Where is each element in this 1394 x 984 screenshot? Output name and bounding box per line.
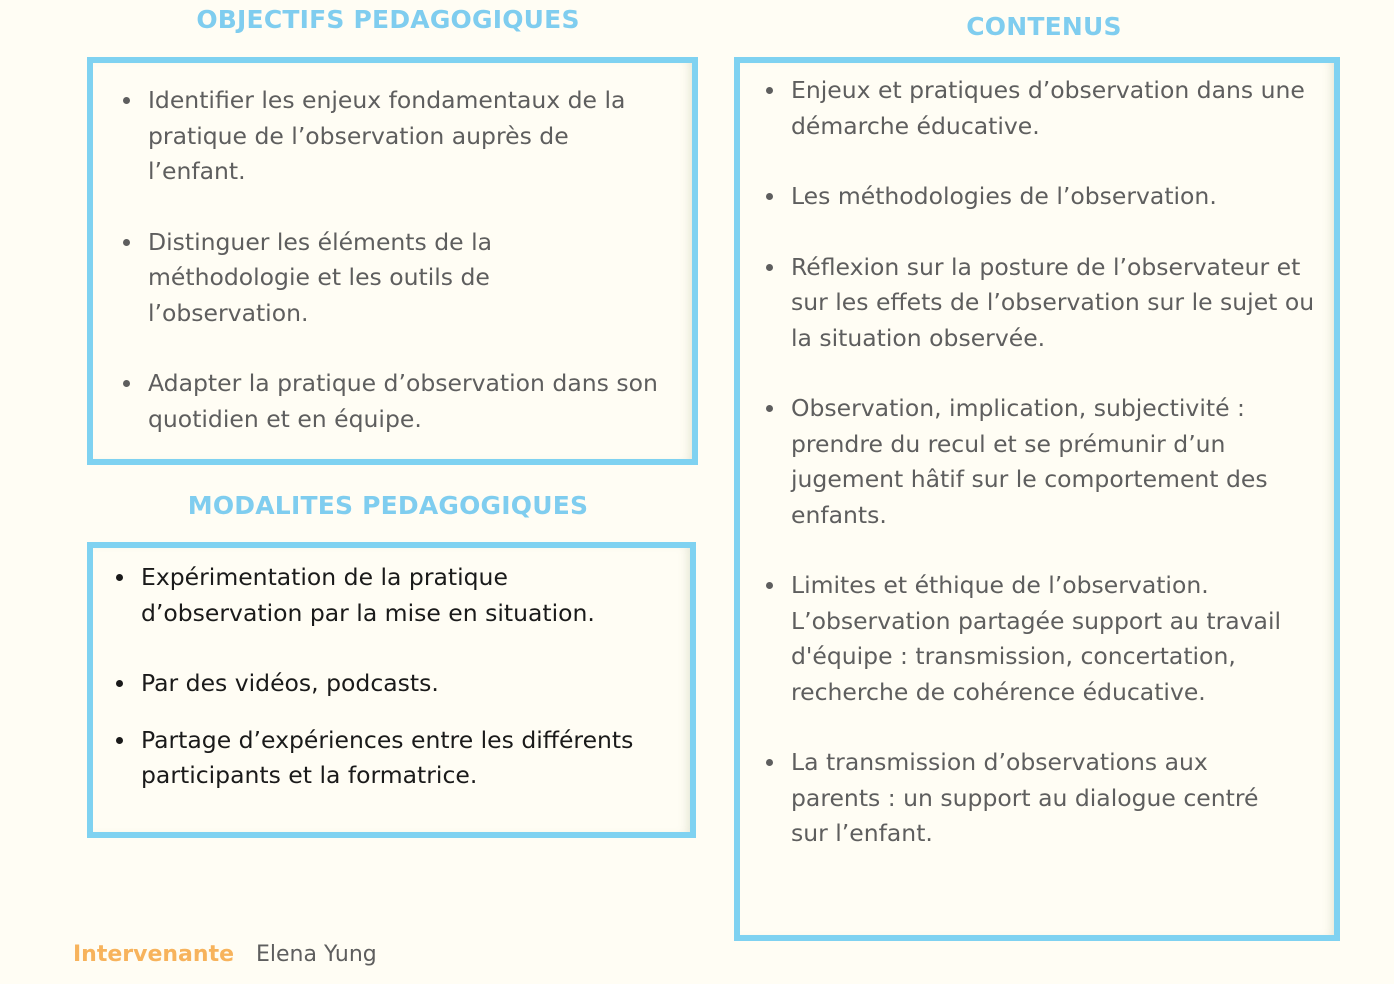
contenus-box [734, 57, 1340, 941]
modalites-list [141, 560, 671, 794]
contenus-item: La transmission d’observations aux parents : un support au dialogue centré sur l’enfant. [791, 745, 1261, 852]
objectifs-box [87, 57, 698, 465]
objectifs-item: Distinguer les éléments de la méthodologie et les outils de l’observation. [148, 225, 558, 332]
contenus-item: Observation, implication, subjectivité : prendre du recul et se prémunir d’un jugement hâtif sur le comportement des enfants. [791, 391, 1296, 533]
contenus-item: Limites et éthique de l’observation. L’observation partagée support au travail d'équipe : transmission, concertation, recherche de cohérence éducative. [791, 568, 1321, 710]
intervenante-label: Intervenante [73, 942, 235, 967]
contenus-item: Les méthodologies de l’observation. [791, 179, 1321, 215]
contenus-list [791, 73, 1321, 852]
objectifs-list [148, 83, 673, 437]
objectifs-title: OBJECTIFS PEDAGOGIQUES [196, 5, 580, 34]
objectifs-item: Adapter la pratique d’observation dans son quotidien et en équipe. [148, 366, 673, 437]
contenus-item: Réflexion sur la posture de l’observateur et sur les effets de l’observation sur le sujet ou la situation observée. [791, 250, 1321, 357]
objectifs-item: Identifier les enjeux fondamentaux de la pratique de l’observation auprès de l’enfant. [148, 83, 673, 190]
modalites-item: Partage d’expériences entre les différents participants et la formatrice. [141, 723, 651, 794]
modalites-box [87, 542, 696, 838]
contenus-title: CONTENUS [966, 12, 1122, 41]
modalites-item: Par des vidéos, podcasts. [141, 666, 671, 702]
modalites-item: Expérimentation de la pratique d’observation par la mise en situation. [141, 560, 651, 631]
intervenante-name: Elena Yung [256, 942, 377, 967]
contenus-item: Enjeux et pratiques d’observation dans une démarche éducative. [791, 73, 1321, 144]
modalites-title: MODALITES PEDAGOGIQUES [187, 491, 589, 520]
